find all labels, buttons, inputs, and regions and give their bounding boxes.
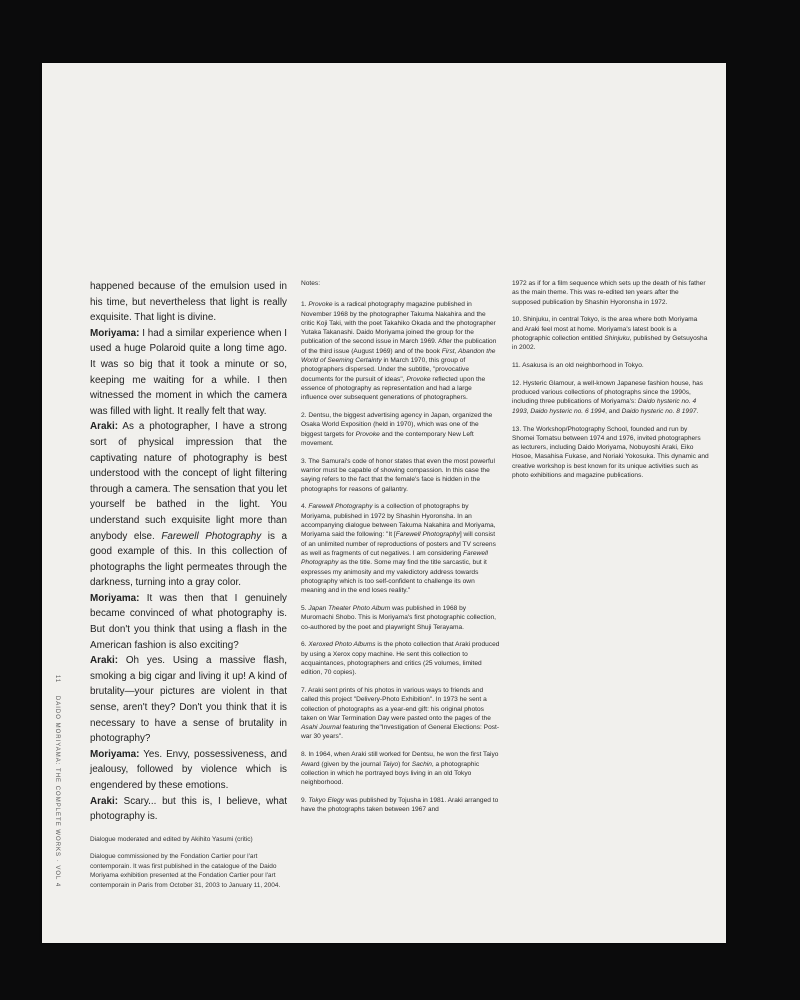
note-text: and the contemporary New Left movement. [301, 430, 474, 447]
dialogue-text: Scary... but this is, I believe, what photography is. [90, 795, 287, 823]
speaker-label: Araki: [90, 421, 118, 433]
notes-column-1 [301, 279, 500, 823]
note-text: , and [605, 407, 622, 415]
note-title: Farewell Photography [395, 531, 460, 539]
note-text: 4. [301, 503, 309, 511]
note-text: , a photographic collection in which he portrayed boys living in an old Tokyo neighborhood. [301, 760, 480, 787]
notes-column-2 [512, 279, 709, 489]
note-text: featuring the"Investigation of General Elections: Post-war 30 years". [301, 724, 500, 741]
note-1 [301, 300, 500, 402]
note-text: 6. [301, 641, 309, 649]
note-title: Provoke [406, 375, 431, 383]
dialogue-text: Yes. Envy, possessiveness, and jealousy, followed by violence which is engendered by these emotions. [90, 748, 287, 791]
note-text: 12. Hysteric Glamour, a well-known Japanese fashion house, has produced various collections of photographs since the 1990s, including three publications of Moriyama's: [512, 379, 703, 406]
dialogue-paragraph [90, 653, 287, 747]
dialogue-column [90, 279, 287, 890]
note-title: Xeroxed Photo Albums [308, 641, 376, 649]
note-text: . [696, 407, 699, 415]
note-title: First, Abandon the World of Seeming Certainty [301, 347, 496, 365]
note-title: Daido hysteric no. 4 1993 [512, 398, 697, 415]
note-title: Tokyo Elegy [308, 796, 345, 804]
page-number: 11 [54, 675, 60, 684]
note-8 [301, 750, 500, 787]
running-footer [54, 675, 60, 887]
note-text: 10. Shinjuku, in central Tokyo, is the area where both Moriyama and Araki feel most at home. Moriyama's latest book is a photographic collection entitled [512, 316, 698, 342]
note-text: 1. [301, 301, 309, 309]
dialogue-paragraph [90, 747, 287, 794]
note-title: Farewell Photography [301, 549, 488, 567]
speaker-label: Moriyama: [90, 327, 140, 339]
speaker-label: Moriyama: [90, 592, 140, 604]
dialogue-text: happened because of the emulsion used in his time, but nevertheless that light is really exquisite. That light is divine. [90, 281, 287, 324]
editor-credit: Dialogue moderated and edited by Akihito Yasumi (critic) [90, 835, 253, 843]
note-2 [301, 411, 500, 448]
note-11: 11. Asakusa is an old neighborhood in Tokyo. [512, 362, 644, 370]
note-9-continued: 1972 as if for a film sequence which sets up the death of his father as the main theme. This was re-edited ten years after the supposed publication by Shashin Hyoronsha in 1972. [512, 280, 706, 306]
note-12 [512, 379, 709, 416]
note-title: Japan Theater Photo Album [308, 604, 391, 612]
note-3: 3. The Samurai's code of honor states that even the most powerful warrior must be capable of showing compassion. In this case the saying refers to the fact that the female's face is hidden in the photographs for reasons of gallantry. [301, 457, 495, 493]
running-title: DAIDO MORIYAMA: THE COMPLETE WORKS · VOL 4 [54, 695, 60, 888]
dialogue-text: Oh yes. Using a massive flash, smoking a big cigar and living it up! A kind of brutality—your pictures are violent in that sense, aren't they? Don't you think that it is necessary to have a sense of brutality in photography? [90, 655, 287, 745]
note-13: 13. The Workshop/Photography School, founded and run by Shomei Tomatsu between 1974 and 1976, invited photographers as lecturers, including Daido Moriyama, Nobuyoshi Araki, Eiko Hosoe, Masahisa Fukase, and Noriaki Yokosuka. This dynamic and creative workshop is best known for its unique activities such as photo exhibitions and magazine publications. [512, 425, 709, 480]
note-title: Sachin [411, 760, 432, 768]
note-title: Daido hysteric no. 6 1994 [530, 407, 606, 415]
note-text: 9. [301, 796, 309, 804]
note-text: as the title. Some may find the title sarcastic, but it expresses my animosity and my valedictory address towards photography which is too self-confident to challenge its own meaning and in the end loses reality." [301, 559, 487, 595]
dialogue-text: I had a similar experience when I used a huge Polaroid quite a long time ago. It was so big that it took a minute or so, keeping me waiting for a while. I then witnessed the moment in which the camera was filled with light. It really felt that way. [90, 327, 287, 417]
note-title: Shinjuku [604, 334, 630, 342]
speaker-label: Araki: [90, 795, 118, 807]
dialogue-text: It was then that I genuinely became convinced of what photography is. But don't you think that using a flash in the American fashion is also exciting? [90, 592, 287, 651]
note-text: 8. In 1964, when Araki still worked for Dentsu, he won the first Taiyo Award (given by the journal [301, 751, 499, 768]
note-5 [301, 604, 500, 632]
dialogue-text: is a good example of this. In this collection of photographs the light permeates through the darkness, turning into a gray color. [90, 530, 287, 589]
speaker-label: Araki: [90, 655, 118, 667]
note-6 [301, 640, 500, 677]
dialogue-paragraph [90, 326, 287, 420]
note-text: in March 1970, this group of photographers dispersed. Under the subtitle, "provocative documents for the pursuit of ideas", [301, 357, 470, 383]
book-page [42, 63, 726, 943]
note-text: reflected upon the essence of photography as representation and had a large influence over subsequent generations of photographers. [301, 375, 486, 402]
note-text: , [526, 407, 531, 415]
note-text: ] will consist of an unlimited number of reproductions of posters and TV screens as well as fragments of cut negatives. I am considering [301, 531, 496, 557]
dialogue-paragraph [90, 279, 287, 326]
note-title: Asahi Journal [301, 724, 341, 732]
note-text: 5. [301, 604, 309, 612]
dialogue-paragraph [90, 419, 287, 591]
note-4 [301, 502, 500, 595]
note-title: Farewell Photography [308, 503, 373, 511]
speaker-label: Moriyama: [90, 748, 140, 760]
note-text: 7. Araki sent prints of his photos in various ways to friends and called this project "Delivery-Photo Exhibition". In 1973 he sent a collection of photographs as a year-end gift: his original photos taken on War Termination Day were pasted onto the pages of the [301, 686, 491, 722]
dialogue-paragraph [90, 591, 287, 653]
note-text: is the photo collection that Araki produced by using a Xerox copy machine. He sent this collection to acquaintances, photographers and critics (25 volumes, limited edition, 70 copies). [301, 641, 500, 677]
note-7 [301, 686, 500, 742]
note-text: ) for [398, 760, 412, 768]
note-text: is a collection of photographs by Moriyama, published in 1972 by Shashin Hyoronsha. In an accompanying dialogue between Takuma Nakahira and Moriyama, Moriyama said the following: "It [ [301, 503, 496, 539]
note-text: 2. Dentsu, the biggest advertising agency in Japan, organized the Osaka World Exposition (held in 1970), which was one of the biggest targets for [301, 412, 493, 438]
book-title: Farewell Photography [161, 530, 262, 542]
note-text: was published in 1968 by Muromachi Shobo. This is Moriyama's first photographic collection, co-authored by the poet and playwright Shuji Terayama. [301, 604, 497, 631]
note-title: Provoke [355, 430, 380, 438]
note-9 [301, 796, 500, 815]
note-10 [512, 315, 709, 352]
commission-credit: Dialogue commissioned by the Fondation Cartier pour l'art contemporain. It was first published in the catalogue of the Daido Moriyama exhibition presented at the Fondation Cartier pour l'art contemporain in Paris from October 31, 2003 to January 11, 2004. [90, 853, 281, 889]
note-title: Daido hysteric no. 8 1997 [621, 407, 697, 415]
notes-heading: Notes: [301, 280, 321, 287]
note-text: , published by Getsuyosha in 2002. [512, 334, 708, 352]
dialogue-text: As a photographer, I have a strong sort of physical impression that the captivating nature of photography is best understood with the concept of light filtering through a camera. The sensation that you let yourself be bathed in the light. You understand such exquisite light more than anybody else. [90, 421, 287, 542]
note-title: Taiyo [382, 760, 399, 768]
note-title: Provoke [308, 301, 333, 309]
note-text: is a radical photography magazine published in November 1968 by the photographer Takuma Nakahira and the critic Koji Taki, with the poet Takahiko Okada and the photographer Yutaka Takanashi. Daido Moriyama joined the group for the publication of the second issue in March 1969. After the publication of the third issue (August 1969) and of the book [301, 301, 497, 355]
note-text: was published by Tojusha in 1981. Araki arranged to have the photographs taken between 1967 and [301, 796, 499, 814]
dialogue-paragraph [90, 794, 287, 825]
